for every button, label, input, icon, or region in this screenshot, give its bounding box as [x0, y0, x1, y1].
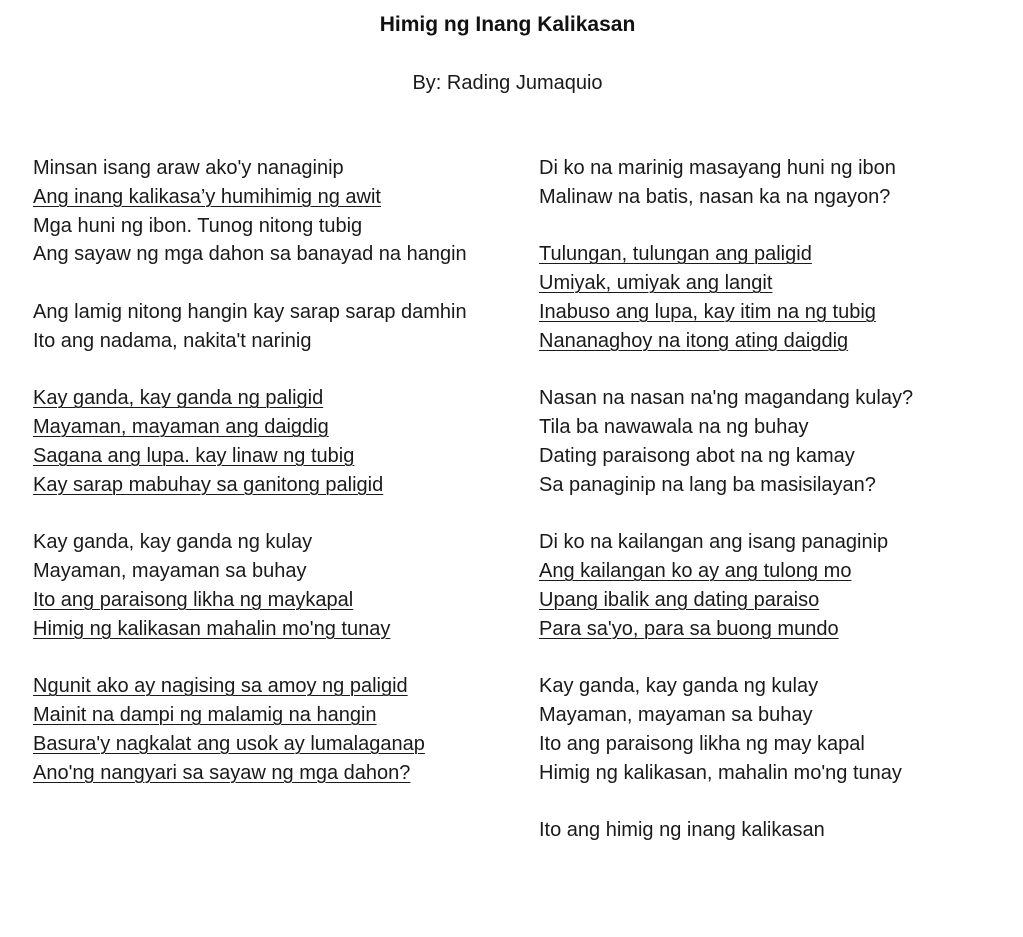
poem-line: Sagana ang lupa. kay linaw ng tubig — [33, 444, 355, 467]
poem-line: Minsan isang araw ako'y nanaginip — [33, 157, 344, 179]
poem-line: Mga huni ng ibon. Tunog nitong tubig — [33, 214, 363, 237]
poem-line: Ano'ng nangyari sa sayaw ng mga dahon? — [33, 761, 411, 784]
poem-line: Tila ba nawawala na ng buhay — [539, 416, 809, 439]
poem-line: Malinaw na batis, nasan ka na ngayon? — [539, 185, 891, 208]
poem-line: Mayaman, mayaman sa buhay — [33, 560, 307, 583]
poem-line: Nasan na nasan na'ng magandang kulay? — [539, 387, 914, 410]
poem-line: Sa panaginip na lang ba masisilayan? — [539, 473, 876, 496]
author-byline: By: Rading Jumaquio — [412, 72, 603, 94]
poem-line: Ito ang himig ng inang kalikasan — [539, 819, 825, 842]
poem-line: Upang ibalik ang dating paraiso — [539, 588, 820, 611]
poem-stanza — [33, 154, 503, 269]
poem-title: Himig ng Inang Kalikasan — [379, 13, 636, 36]
poem-line: Ang inang kalikasa’y humihimig ng awit — [33, 185, 381, 208]
poem-line: Ito ang paraisong likha ng may kapal — [539, 732, 865, 755]
poem-line: Ang sayaw ng mga dahon sa banayad na hangin — [33, 243, 467, 266]
poem-line: Himig ng kalikasan mahalin mo'ng tunay — [33, 617, 391, 640]
poem-line: Kay sarap mabuhay sa ganitong paligid — [33, 473, 384, 496]
poem-line: Inabuso ang lupa, kay itim na ng tubig — [539, 300, 876, 323]
poem-line: Tulungan, tulungan ang paligid — [539, 243, 812, 266]
poem-stanza — [33, 384, 503, 499]
poem-line: Ito ang paraisong likha ng maykapal — [33, 588, 354, 611]
poem-line: Kay ganda, kay ganda ng paligid — [33, 387, 324, 410]
poem-line: Ang kailangan ko ay ang tulong mo — [539, 560, 852, 583]
poem-line: Ang lamig nitong hangin kay sarap sarap damhin — [33, 300, 467, 323]
poem-stanza — [539, 816, 1009, 845]
poem-line: Di ko na marinig masayang huni ng ibon — [539, 157, 896, 179]
poem-stanza — [33, 298, 503, 356]
poem-line: Di ko na kailangan ang isang panaginip — [539, 531, 889, 554]
poem-stanza — [33, 672, 503, 787]
poem-stanza — [33, 528, 503, 643]
poem-stanza — [539, 154, 1009, 212]
poem-stanza — [539, 240, 1009, 355]
poem-line: Basura'y nagkalat ang usok ay lumalaganap — [33, 732, 425, 755]
poem-line: Dating paraisong abot na ng kamay — [539, 444, 855, 467]
poem-column-left — [33, 154, 503, 816]
poem-line: Kay ganda, kay ganda ng kulay — [33, 531, 313, 554]
poem-line: Ito ang nadama, nakita't narinig — [33, 329, 312, 352]
poem-stanza — [539, 672, 1009, 787]
poem-line: Nananaghoy na itong ating daigdig — [539, 329, 849, 352]
poem-line: Mayaman, mayaman ang daigdig — [33, 416, 329, 439]
poem-line: Para sa'yo, para sa buong mundo — [539, 617, 839, 640]
poem-line: Mainit na dampi ng malamig na hangin — [33, 704, 377, 727]
poem-line: Umiyak, umiyak ang langit — [539, 272, 773, 295]
poem-stanza — [539, 384, 1009, 499]
poem-stanza — [539, 528, 1009, 643]
poem-column-right — [539, 154, 1009, 874]
poem-line: Mayaman, mayaman sa buhay — [539, 704, 813, 727]
poem-line: Kay ganda, kay ganda ng kulay — [539, 675, 819, 698]
poem-line: Himig ng kalikasan, mahalin mo'ng tunay — [539, 761, 902, 784]
poem-line: Ngunit ako ay nagising sa amoy ng paligid — [33, 675, 408, 698]
